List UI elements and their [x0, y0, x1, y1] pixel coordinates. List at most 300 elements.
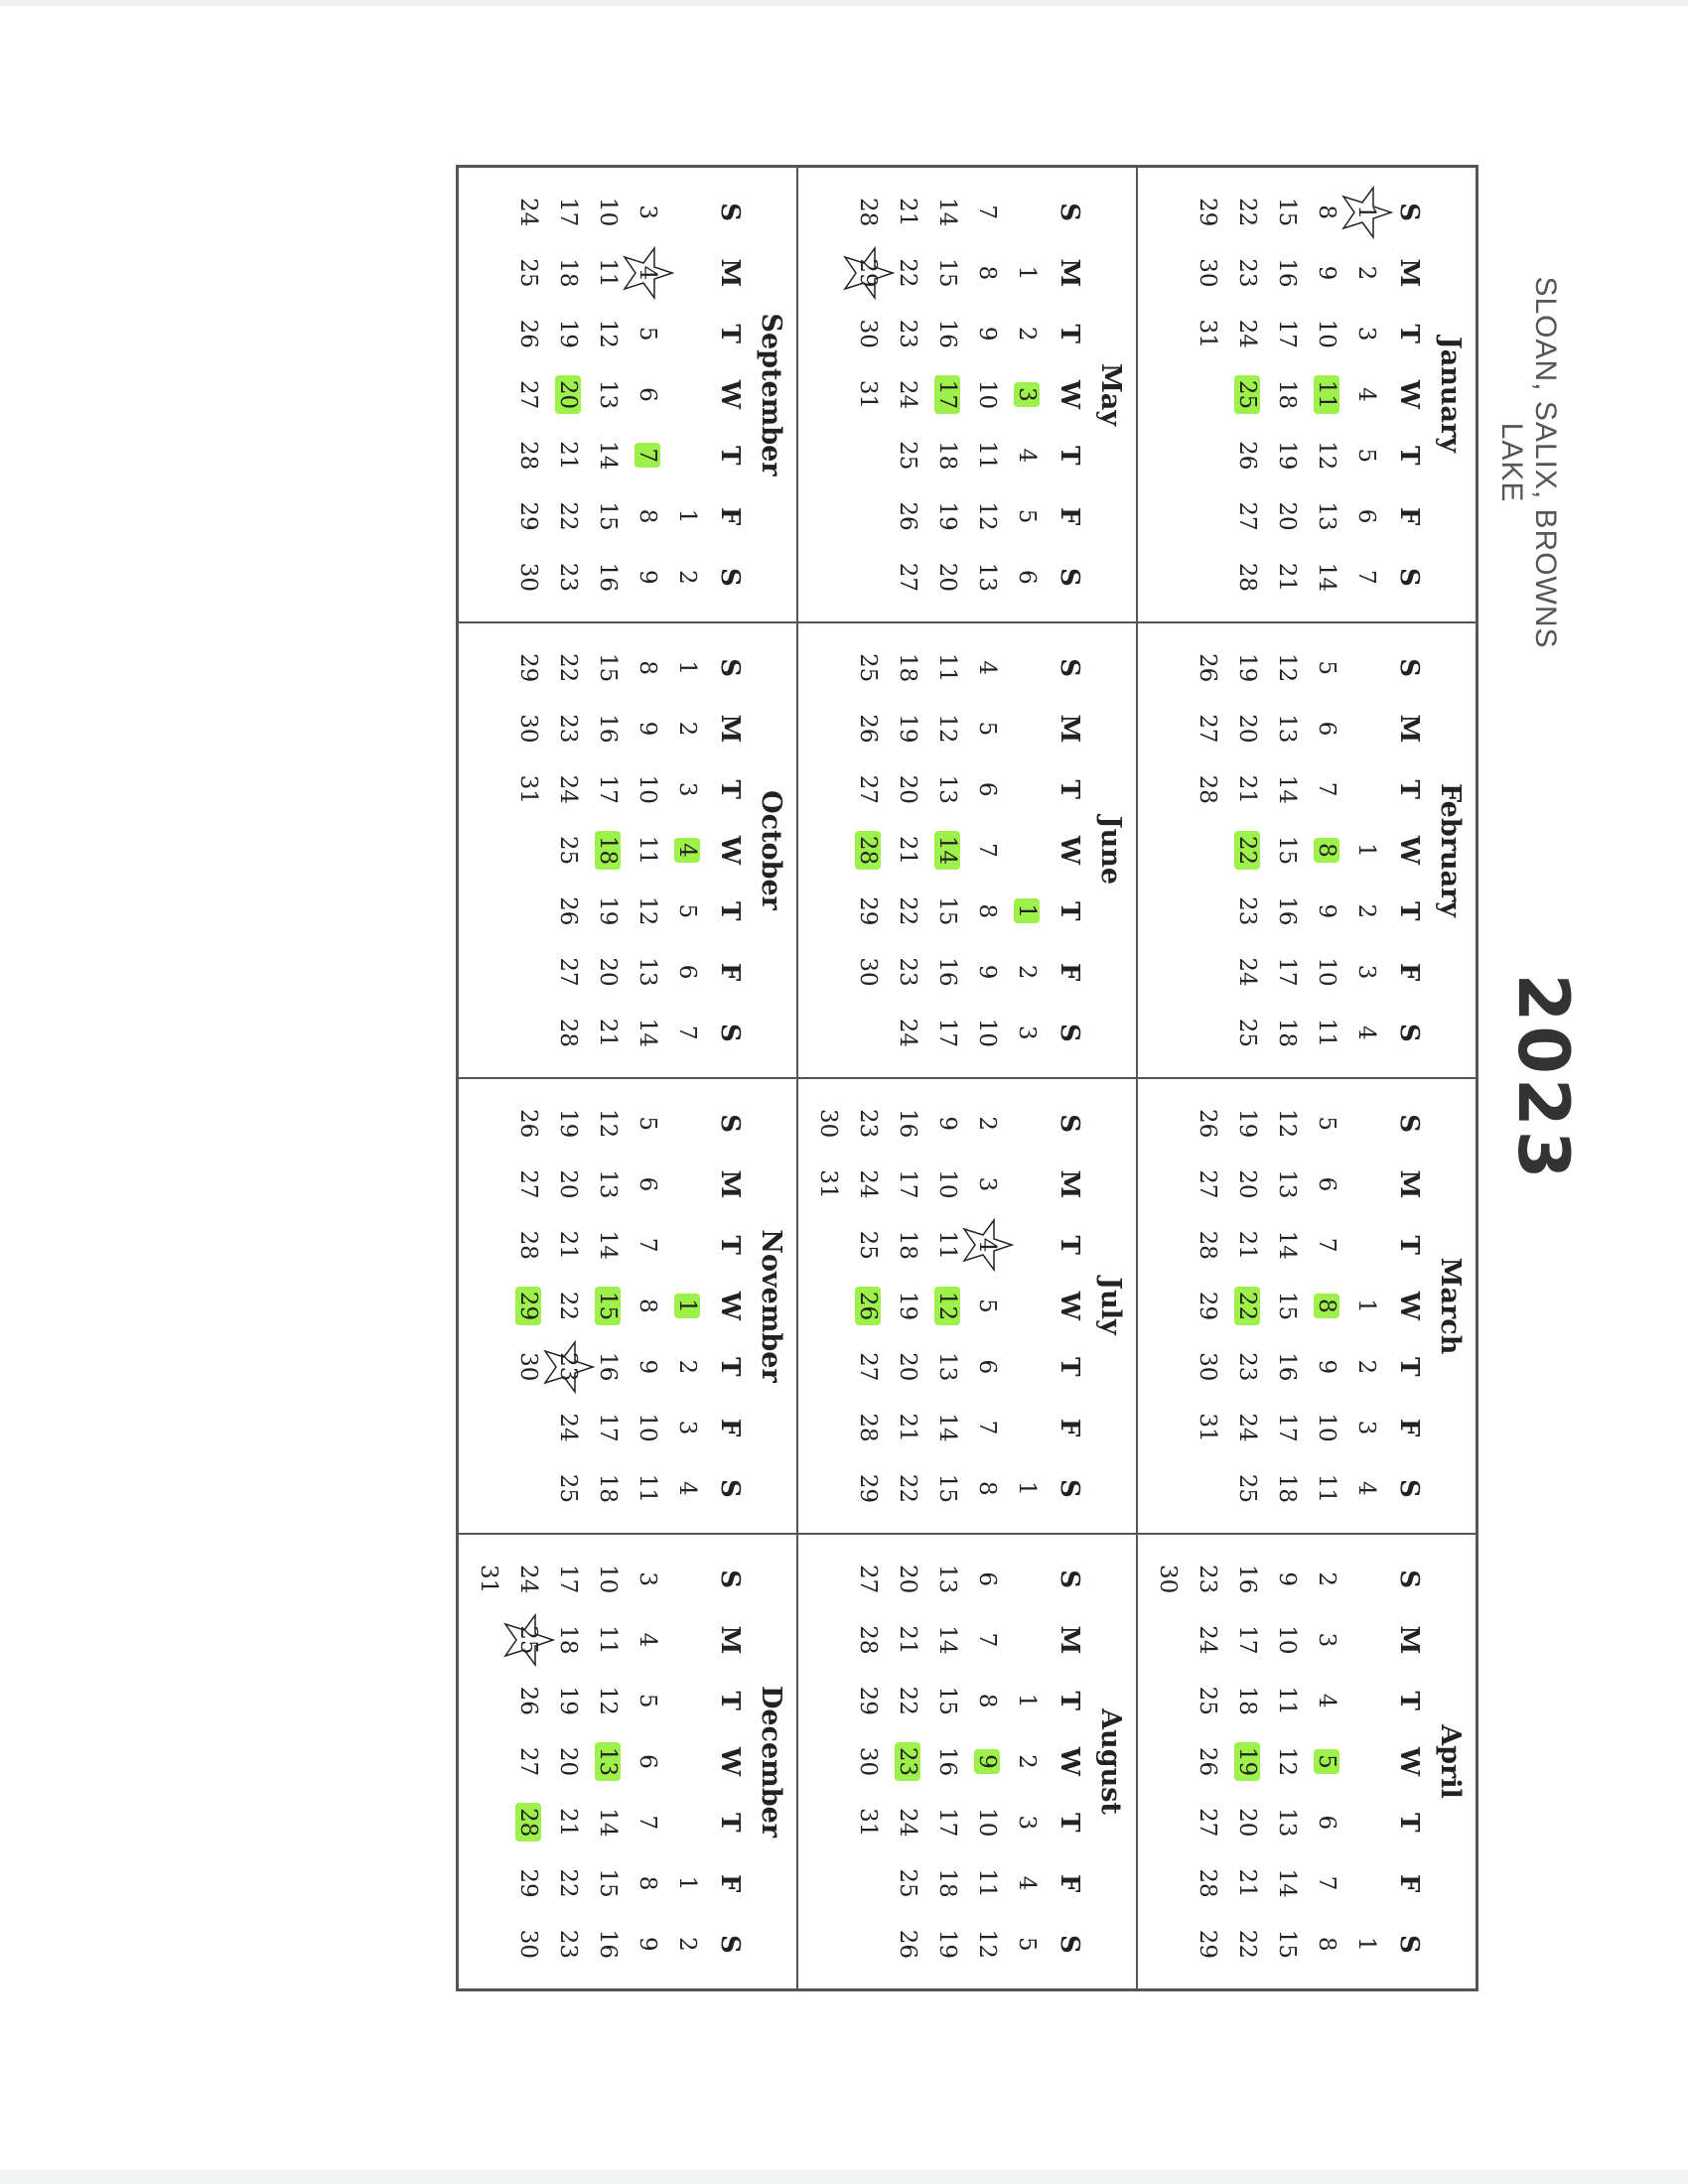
highlighted-day-cell: 23	[888, 1731, 927, 1792]
day-cell: 16	[595, 1929, 621, 1959]
empty-day-cell	[1007, 1276, 1047, 1336]
day-cell: 3	[674, 781, 700, 797]
day-cell: 24	[515, 1565, 541, 1594]
weekday-header: F	[715, 1873, 745, 1893]
weekday-header: M	[1055, 1625, 1084, 1655]
day-cell: 10	[974, 1808, 1000, 1838]
month-july	[797, 1078, 1137, 1534]
day-cell: 16	[595, 714, 621, 744]
day-cell: 28	[515, 1230, 541, 1260]
day-cell: 25	[855, 653, 881, 683]
day-cell: 5	[634, 1693, 660, 1708]
day-cell: 13	[595, 1169, 621, 1199]
day-cell: 16	[934, 1746, 960, 1777]
empty-day-cell	[667, 1792, 707, 1852]
weekday-header: S	[715, 658, 745, 678]
day-cell: 2	[674, 1359, 700, 1375]
day-cell: 16	[1274, 258, 1300, 288]
day-cell: 14	[595, 1230, 621, 1260]
day-cell: 21	[555, 1808, 581, 1838]
day-cell: 16	[934, 957, 960, 987]
weekday-header: T	[715, 779, 745, 799]
day-cell: 16	[1274, 1352, 1300, 1382]
day-cell: 31	[855, 1808, 881, 1838]
day-cell: 25	[555, 1473, 581, 1503]
day-cell: 26	[895, 1929, 920, 1959]
day-cell: 12	[595, 1109, 621, 1139]
weekday-header: S	[1055, 1934, 1084, 1954]
day-cell: 30	[515, 1929, 541, 1959]
weekday-header: W	[1055, 379, 1084, 410]
month-february	[1137, 622, 1477, 1078]
highlighted-day-cell: 19	[1227, 1731, 1267, 1792]
empty-day-cell	[1007, 1336, 1047, 1397]
weekday-header: F	[1394, 962, 1424, 982]
day-cell: 2	[674, 1937, 700, 1952]
day-cell: 29	[1195, 1291, 1220, 1321]
months-grid	[456, 165, 1478, 1991]
day-cell: 18	[555, 258, 581, 288]
day-cell: 20	[1274, 501, 1300, 531]
day-cell: 1	[674, 1875, 700, 1891]
highlighted-day-cell: 8	[1307, 820, 1346, 881]
empty-day-cell	[1346, 1093, 1386, 1154]
day-cell: 22	[555, 653, 581, 683]
day-cell: 7	[1314, 781, 1339, 797]
day-cell: 5	[1314, 1116, 1339, 1131]
day-cell: 23	[555, 1929, 581, 1959]
day-cell: 27	[855, 1352, 881, 1382]
day-cell: 21	[1274, 562, 1300, 592]
day-cell: 10	[1314, 319, 1339, 348]
day-cell: 28	[855, 1625, 881, 1655]
day-cell: 12	[974, 1929, 1000, 1959]
day-cell: 10	[634, 1413, 660, 1442]
empty-day-cell	[667, 1154, 707, 1214]
day-cell: 10	[1274, 1625, 1300, 1655]
day-cell: 4	[1353, 1025, 1379, 1040]
weekday-header: M	[715, 1625, 745, 1655]
day-cell: 2	[674, 570, 700, 585]
day-cell: 13	[934, 1352, 960, 1382]
weekday-header: M	[715, 714, 745, 744]
day-cell: 20	[595, 957, 621, 987]
day-cell: 21	[595, 1018, 621, 1047]
weekday-header: T	[715, 1357, 745, 1377]
day-cell: 5	[1314, 660, 1339, 675]
day-cell: 15	[934, 1473, 960, 1503]
day-cell: 28	[855, 198, 881, 227]
day-cell: 7	[1353, 570, 1379, 585]
day-cell: 6	[634, 1176, 660, 1192]
day-cell: 21	[555, 1230, 581, 1260]
day-cell: 23	[555, 562, 581, 592]
month-days-grid	[469, 1549, 753, 1975]
day-cell: 13	[934, 1565, 960, 1594]
day-cell: 22	[895, 1686, 920, 1715]
day-cell: 30	[515, 714, 541, 744]
day-cell: 14	[1274, 1868, 1300, 1898]
day-cell: 9	[934, 1116, 960, 1131]
day-cell: 15	[934, 1686, 960, 1715]
day-cell: 22	[555, 501, 581, 531]
weekday-header: S	[1055, 658, 1084, 678]
day-cell: 9	[974, 964, 1000, 980]
day-cell: 22	[895, 896, 920, 926]
month-days-grid	[508, 182, 753, 608]
day-cell: 27	[1195, 1169, 1220, 1199]
highlighted-day-cell: 4	[667, 820, 707, 881]
month-days-grid	[808, 1093, 1092, 1519]
month-april	[1137, 1534, 1477, 1989]
day-cell: 13	[934, 774, 960, 804]
day-cell: 11	[595, 258, 621, 288]
highlighted-day-cell: 25	[1227, 364, 1267, 425]
day-cell: 26	[1195, 653, 1220, 683]
weekday-header: S	[1055, 567, 1084, 587]
day-cell: 19	[555, 1686, 581, 1715]
day-cell: 31	[815, 1169, 841, 1199]
day-cell: 23	[1234, 896, 1260, 926]
weekday-header: T	[1394, 1691, 1424, 1710]
day-cell: 26	[1195, 1109, 1220, 1139]
day-cell: 11	[1274, 1686, 1300, 1715]
month-days-grid	[1188, 637, 1432, 1063]
day-cell: 30	[855, 319, 881, 348]
weekday-header: W	[1394, 1291, 1424, 1321]
day-cell: 25	[895, 1868, 920, 1898]
highlighted-day-cell: 5	[1307, 1731, 1346, 1792]
weekday-header: T	[1394, 901, 1424, 921]
day-cell: 8	[1314, 1937, 1339, 1952]
highlighted-day-cell: 1	[1007, 881, 1047, 941]
day-cell: 9	[634, 721, 660, 737]
day-cell: 6	[1353, 508, 1379, 524]
day-cell: 7	[634, 1237, 660, 1253]
weekday-header: S	[1394, 1114, 1424, 1134]
empty-day-cell	[667, 1671, 707, 1731]
empty-day-cell	[1346, 1852, 1386, 1913]
day-cell: 18	[1274, 379, 1300, 410]
day-cell: 25	[1234, 1018, 1260, 1047]
day-cell: 2	[1353, 903, 1379, 919]
day-cell: 6	[1314, 721, 1339, 737]
day-cell: 1	[1014, 1481, 1040, 1496]
day-cell: 8	[634, 1298, 660, 1313]
weekday-header: W	[715, 835, 745, 866]
day-cell: 12	[934, 714, 960, 744]
day-cell: 17	[595, 774, 621, 804]
weekday-header: F	[1055, 1418, 1084, 1437]
day-cell: 21	[895, 1625, 920, 1655]
empty-day-cell	[1007, 1154, 1047, 1214]
day-cell: 2	[1014, 964, 1040, 980]
weekday-header: S	[1394, 1570, 1424, 1589]
day-cell: 15	[1274, 835, 1300, 866]
day-cell: 24	[515, 198, 541, 227]
month-name: September	[756, 313, 786, 477]
weekday-header: T	[1394, 446, 1424, 466]
empty-day-cell	[1007, 698, 1047, 758]
day-cell: 2	[1353, 1359, 1379, 1375]
empty-day-cell	[1346, 1215, 1386, 1276]
month-days-grid	[508, 1093, 753, 1519]
month-days-grid	[1188, 1093, 1432, 1519]
day-cell: 9	[634, 570, 660, 585]
day-cell: 7	[974, 205, 1000, 219]
month-name: January	[1435, 337, 1466, 453]
day-cell: 5	[1014, 508, 1040, 524]
day-cell: 1	[1353, 843, 1379, 858]
day-cell: 6	[974, 1571, 1000, 1586]
month-days-grid	[1148, 1549, 1432, 1975]
weekday-header: F	[1055, 1873, 1084, 1893]
day-cell: 26	[515, 319, 541, 348]
empty-day-cell	[1346, 637, 1386, 698]
day-cell: 12	[595, 319, 621, 348]
day-cell: 8	[634, 508, 660, 524]
weekday-header: S	[1394, 1023, 1424, 1042]
highlighted-day-cell: 17	[927, 364, 967, 425]
day-cell: 3	[1014, 1025, 1040, 1040]
weekday-header: S	[715, 1934, 745, 1954]
day-cell: 25	[855, 1230, 881, 1260]
weekday-header: T	[1055, 1813, 1084, 1833]
month-days-grid	[848, 1549, 1092, 1975]
day-cell: 10	[934, 1169, 960, 1199]
day-cell: 27	[895, 562, 920, 592]
empty-day-cell	[667, 1549, 707, 1609]
day-cell: 6	[634, 387, 660, 402]
day-cell: 29	[855, 1686, 881, 1715]
day-cell: 4	[674, 1481, 700, 1496]
day-cell: 22	[895, 1473, 920, 1503]
weekday-header: S	[1055, 1478, 1084, 1498]
day-cell: 11	[1314, 1473, 1339, 1503]
day-cell: 30	[1195, 258, 1220, 288]
day-cell: 22	[1234, 198, 1260, 227]
day-cell: 6	[634, 1754, 660, 1769]
highlighted-day-cell: 8	[1307, 1276, 1346, 1336]
day-cell: 15	[1274, 1929, 1300, 1959]
day-cell: 27	[555, 957, 581, 987]
day-cell: 25	[1195, 1686, 1220, 1715]
day-cell: 19	[1234, 1109, 1260, 1139]
day-cell: 24	[855, 1169, 881, 1199]
day-cell: 2	[1014, 326, 1040, 341]
day-cell: 22	[1234, 1929, 1260, 1959]
highlighted-day-cell: 22	[1227, 820, 1267, 881]
day-cell: 31	[515, 774, 541, 804]
day-cell: 23	[1234, 258, 1260, 288]
weekday-header: F	[715, 506, 745, 526]
day-cell: 16	[1234, 1565, 1260, 1594]
highlighted-day-cell: 29	[508, 1276, 548, 1336]
day-cell: 11	[1314, 1018, 1339, 1047]
day-cell: 15	[1274, 198, 1300, 227]
weekday-header: F	[715, 962, 745, 982]
day-cell: 15	[1274, 1291, 1300, 1321]
day-cell: 28	[1234, 562, 1260, 592]
day-cell: 2	[974, 1116, 1000, 1131]
day-cell: 11	[595, 1625, 621, 1655]
day-cell: 28	[555, 1018, 581, 1047]
weekday-header: S	[715, 1023, 745, 1042]
day-cell: 29	[855, 1473, 881, 1503]
weekday-header: T	[715, 446, 745, 466]
day-cell: 28	[855, 1413, 881, 1442]
calendar-sheet	[456, 165, 1588, 1991]
day-cell: 18	[1274, 1018, 1300, 1047]
day-cell: 27	[855, 1565, 881, 1594]
weekday-header: T	[1394, 324, 1424, 343]
day-cell: 1	[1014, 1693, 1040, 1708]
month-december	[458, 1534, 797, 1989]
day-cell: 18	[595, 1473, 621, 1503]
day-cell: 10	[595, 198, 621, 227]
day-cell: 17	[895, 1169, 920, 1199]
weekday-header: W	[715, 379, 745, 410]
empty-day-cell	[1346, 698, 1386, 758]
day-cell: 11	[934, 653, 960, 683]
day-cell: 21	[895, 198, 920, 227]
weekday-header: M	[1055, 258, 1084, 288]
day-cell: 27	[1195, 1808, 1220, 1838]
day-cell: 20	[1234, 714, 1260, 744]
day-cell: 23	[895, 957, 920, 987]
day-cell: 16	[595, 1352, 621, 1382]
scan-bottom-edge	[0, 2170, 1688, 2184]
weekday-header: T	[715, 324, 745, 343]
day-cell: 24	[1234, 1413, 1260, 1442]
day-cell: 5	[974, 721, 1000, 737]
day-cell: 12	[974, 501, 1000, 531]
weekday-header: W	[1394, 379, 1424, 410]
day-cell: 26	[515, 1109, 541, 1139]
day-cell: 27	[1195, 714, 1220, 744]
day-cell: 10	[634, 774, 660, 804]
day-cell: 13	[634, 957, 660, 987]
day-cell: 17	[555, 198, 581, 227]
empty-day-cell	[667, 1215, 707, 1276]
day-cell: 6	[1014, 570, 1040, 585]
weekday-header: W	[1394, 835, 1424, 866]
empty-day-cell	[1007, 1609, 1047, 1670]
weekday-header: F	[1394, 1418, 1424, 1437]
month-august	[797, 1534, 1137, 1989]
empty-day-cell	[667, 304, 707, 364]
day-cell: 30	[815, 1109, 841, 1139]
day-cell: 4	[1353, 1481, 1379, 1496]
day-cell: 2	[1014, 1754, 1040, 1769]
day-cell: 10	[1314, 1413, 1339, 1442]
day-cell: 19	[555, 319, 581, 348]
day-cell: 5	[1014, 1937, 1040, 1952]
empty-day-cell	[667, 1731, 707, 1792]
day-cell: 8	[634, 1875, 660, 1891]
day-cell: 23	[895, 319, 920, 348]
day-cell: 25	[1234, 1473, 1260, 1503]
day-cell: 31	[476, 1565, 501, 1594]
day-cell: 23	[1195, 1565, 1220, 1594]
highlighted-day-cell: 12	[927, 1276, 967, 1336]
month-november	[458, 1078, 797, 1534]
day-cell: 16	[595, 562, 621, 592]
day-cell: 14	[1274, 774, 1300, 804]
day-cell: 29	[1195, 1929, 1220, 1959]
weekday-header: S	[715, 1478, 745, 1498]
day-cell: 10	[974, 1018, 1000, 1047]
day-cell: 2	[1314, 1571, 1339, 1586]
weekday-header: S	[1055, 1023, 1084, 1042]
day-cell: 3	[1353, 326, 1379, 341]
day-cell: 18	[934, 441, 960, 471]
month-days-grid	[508, 637, 753, 1063]
day-cell: 1	[674, 660, 700, 675]
empty-day-cell	[1346, 1154, 1386, 1214]
day-cell: 23	[555, 714, 581, 744]
weekday-header: T	[1394, 779, 1424, 799]
day-cell: 30	[855, 1746, 881, 1777]
day-cell: 17	[1274, 957, 1300, 987]
day-cell: 2	[1353, 265, 1379, 281]
day-cell: 6	[1314, 1176, 1339, 1192]
day-cell: 4	[1353, 387, 1379, 402]
weekday-header: S	[1394, 1934, 1424, 1954]
day-cell: 18	[895, 1230, 920, 1260]
day-cell: 6	[974, 1359, 1000, 1375]
location-subtitle: SLOAN, SALIX, BROWNS LAKE	[1495, 276, 1562, 649]
month-name: October	[756, 790, 786, 910]
month-january	[1137, 167, 1477, 622]
weekday-header: T	[715, 1813, 745, 1833]
weekday-header: M	[1394, 714, 1424, 744]
weekday-header: T	[1055, 324, 1084, 343]
day-cell: 25	[555, 835, 581, 866]
month-name: December	[756, 1685, 786, 1839]
day-cell: 7	[974, 843, 1000, 858]
day-cell: 19	[934, 1929, 960, 1959]
day-cell: 3	[1353, 1420, 1379, 1435]
day-cell: 13	[974, 562, 1000, 592]
day-cell: 12	[595, 1686, 621, 1715]
weekday-header: W	[715, 1746, 745, 1777]
day-cell: 5	[674, 903, 700, 919]
day-cell: 25	[895, 441, 920, 471]
month-march	[1137, 1078, 1477, 1534]
weekday-header: T	[1394, 1357, 1424, 1377]
day-cell: 28	[515, 441, 541, 471]
day-cell: 18	[555, 1625, 581, 1655]
day-cell: 12	[1274, 653, 1300, 683]
month-may	[797, 167, 1137, 622]
day-cell: 4	[1014, 1875, 1040, 1891]
day-cell: 13	[1274, 1169, 1300, 1199]
month-name: March	[1435, 1257, 1466, 1355]
weekday-header: F	[715, 1418, 745, 1437]
highlighted-day-cell: 1	[667, 1276, 707, 1336]
day-cell: 1	[1353, 1298, 1379, 1313]
day-cell: 25	[515, 258, 541, 288]
weekday-header: S	[715, 203, 745, 222]
highlighted-day-cell: 26	[848, 1276, 888, 1336]
day-cell: 9	[1314, 903, 1339, 919]
weekday-header: T	[1055, 779, 1084, 799]
day-cell: 30	[515, 1352, 541, 1382]
day-cell: 3	[634, 205, 660, 219]
weekday-header: S	[715, 1570, 745, 1589]
weekday-header: W	[715, 1291, 745, 1321]
